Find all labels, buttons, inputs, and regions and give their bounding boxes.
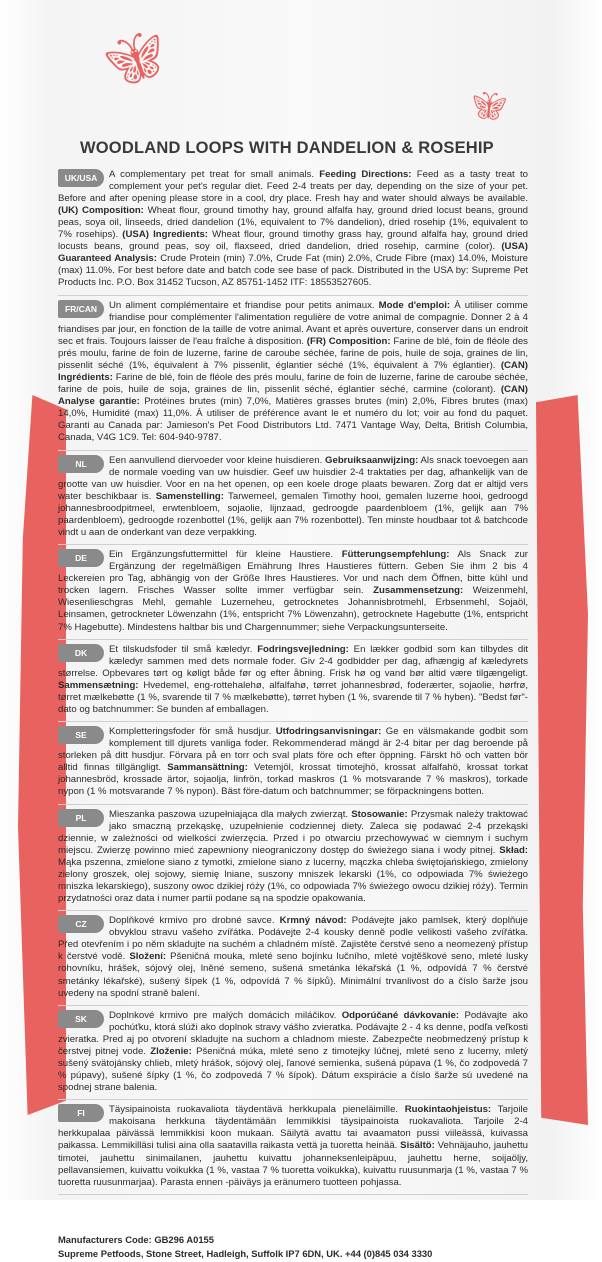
section-text: Un aliment complémentaire et friandise pour petits animaux. Mode d'emploi: À utiliser comme friandise pour complémenter l'alimentation regulière de votre animal de compagnie. Donner 2 à 4 friandises par jour, en fonction de la taille de votre animal. Avant et après ouverture, conserver dans un endroit sec et frais. Toujours laisser de l'eau fraîche à disposition. (FR) Composition: Farine de blé, foin de fléole des prés moulu, farine de foin de luzerne, farine de caroube séchée, farine de pois, huile de soja, graines de lin, pissenlit séché (1%, équivalent à 7% pissenlit, églantier séché (1%, équivalent à 7% églantier). (CAN) Ingrédients: Farine de blé, foin de fléole des prés moulu, farine de foin de luzerne, farine de caroube séchée, farine de pois, huile de soja, graines de lin, pissenlit séché, églantier séché, carmine (colorant). (CAN) Analyse garantie: Protéines brutes (min) 7,0%, Matières grasses brutes (min) 2,0%, Fibres brutes (max) 14,0%, Humidité (max) 11,0%. À utiliser de préférence avant le et numéro du lot; voir au fond du paquet. Garanti au Canada par: Jamieson's Pet Food Distributors Ltd. 7471 Vantage Way, Delta, British Columbia, Canada, V4G 1C9. Tel: 604-940-9787. bbox=[58, 299, 529, 444]
product-title: WOODLAND LOOPS WITH DANDELION & ROSEHIP bbox=[80, 139, 494, 157]
section-text: Et tilskudsfoder til små kæledyr. Fodringsvejledning: En lækker godbid som kan tilbydes dit kæledyr sammen med dets normale foder. Giv 2-4 godbidder per dag, afhængig af kæledyrets størrelse. Opbevares tørt og køligt både før og efter åbning. Frisk hø og vand bør altid være tilgængeligt. Sammensætning: Hvedemel, eng-rottehalehø, alfalfahø, tørret johannesbrød, foderærter, sojaolie, hørfrø, tørret mælkebøtte (1 %, svarende til 7 % mælkebøtte), tørret hyben (1 %, svarende til 7 % hyben). "Bedst før"-dato og batchnummer: Se bunden af emballagen. bbox=[58, 643, 528, 715]
language-badge: SE bbox=[58, 726, 104, 744]
section-text: Doplňkové krmivo pro drobné savce. Krmný návod: Podávejte jako pamlsek, který doplňuje obvyklou stravu vašeho zvířátka. Podávejte 2-4 kousky denně podle velikosti vašeho zvířátka. Před otevřením i po něm skladujte na suchém a chladném místě. Zajistěte čerstvé seno a neomezený přístup k čerstvé vodě. Složení: Pšeničná mouka, mleté seno bojínku lučního, mleté vojtěškové seno, mleté lusky rohovníku, hrášek, sójový olej, lněné semeno, sušená smetánka lékařská (1 %, odpovídá 7 % čerstvé smetánky lékařské), sušený šípek (1 %, odpovídá 7 % šípků). Minimální trvanlivost do a číslo šarže jsou uvedeny na spodní straně balení. bbox=[58, 915, 528, 999]
language-badge: UK/USA bbox=[58, 169, 104, 187]
language-badge: FR/CAN bbox=[58, 300, 104, 318]
language-section bbox=[58, 451, 528, 546]
language-badge: FI bbox=[58, 1104, 104, 1122]
decorative-stripe-right bbox=[536, 395, 588, 1125]
language-section bbox=[58, 640, 528, 722]
section-text: A complementary pet treat for small animals. Feeding Directions: Feed as a tasty treat to complement your pet's regular diet. Feed 2-4 treats per day, depending on the size of your pet. Before and after opening please store in a cool, dry place. Fresh hay and water should always be available. (UK) Composition: Wheat flour, ground timothy hay, ground alfalfa hay, ground dried locust beans, ground peas, soya oil, linseeds, dried dandelion (1%, equivalent to 7% dandelion), dried rosehip (1%, equivalent to 7% rosehips). (USA) Ingredients: Wheat flour, ground timothy grass hay, ground alfalfa hay, ground dried locusts beans, ground peas, soy oil, flaxseed, dried dandelion, dried rosehip, carmine (color). (USA) Guaranteed Analysis: Crude Protein (min) 7.0%, Crude Fat (min) 2.0%, Crude Fibre (max) 14.0%, Moisture (max) 11.0%. For best before date and batch code see base of pack. Distributed in the USA by: Supreme Pet Products Inc. P.O. Box 31452 Tucson, AZ 85751-1452 ITF: 18553527605. bbox=[58, 168, 529, 289]
section-text: Täysipainoista ruokavaliota täydentävä herkkupala pieneläimille. Ruokintaohjeistus: Tarjoile makoisana herkkuna täydentämään lemmikkisi täysipainoista ruokavaliota. Tarjoile 2-4 herkkupalaa päivässä lemmikkisi koon mukaan. Säilytä avattu tai avaamaton pussi viileässä, kuivassa paikassa. Lemmikilläsi tulisi aina olla saatavilla raikasta vettä ja tuoretta heinää. Sisältö: Vehnäjauho, jauhettu timotei, jauhettu sinimailanen, jauhettu kuivattu johanneksenleipäpuu, jauhettu herne, soijaöljy, pellavansiemen, kuivattu voikukka (1 %, vastaa 7 % tuoretta voikukka), kuivattu ruusunmarja (1 %, vastaa 7 % tuoretta ruusunmarjaa). Parasta ennen -päiväys ja eränumero tuotteen pohjassa. bbox=[58, 1104, 529, 1188]
manufacturer-address: Supreme Petfoods, Stone Street, Hadleigh, Suffolk IP7 6DN, UK. +44 (0)845 034 3330 bbox=[58, 1248, 433, 1260]
language-section bbox=[58, 545, 528, 640]
manufacturer-code: Manufacturers Code: GB296 A0155 bbox=[58, 1233, 214, 1245]
butterfly-icon: 🦋︎ bbox=[99, 28, 169, 91]
section-text: Mieszanka paszowa uzupełniająca dla małych zwierząt. Stosowanie: Przysmak należy traktować jako smaczną przekąskę, uzupełnienie codziennej diety. Zaleca się podawać 2-4 przekąski dziennie, w zależności od wielkości zwierzęcia. Przed i po otwarciu przechowywać w ciemnym i suchym miejscu. Zwierzę powinno mieć zapewniony nieograniczony dostęp do świeżego siana i wody pitnej. Skład: Mąka pszenna, zmielone siano z tymotki, zmielone siano z lucerny, mączka chleba świętojańskiego, zmielony zielony groszek, olej sojowy, siemię lniane, suszony mniszek lekarski (1%, co odpowiada 7% świeżego mniszka lekarskiego), suszony owoc dzikiej róży (1%, co odpowiada 7% świeżego owocu dzikiej róży). Termin przydatności oraz data i numer partii podane są na spodzie opakowania. bbox=[58, 808, 528, 905]
language-badge: CZ bbox=[58, 915, 104, 933]
section-text: Doplnkové krmivo pre malých domácich miláčikov. Odporúčané dávkovanie: Podávajte ako pochúťku, ktorá slúži ako doplnok stravy vášho zvieratka. Podávajte 2 - 4 ks denne, podľa veľkosti zvieratka. Pred aj po otvorení skladujte na suchom a chladnom mieste. Zabezpečte neobmedzený prístup k čerstvej pitnej vode. Zloženie: Pšeničná múka, mleté seno z timotejky lúčnej, mleté seno z lucerny, mletý sušený svätojánsky chlieb, mletý hrášok, sójový olej, ľanové semienka, sušená púpava (1 %, čo zodpovedá 7 % púpavy), sušené šípky (1 %, čo zodpovedá 7 % šípok). Dátum exspirácie a číslo šarže sú uvedené na spodnej strane balenia. bbox=[58, 1009, 528, 1094]
language-section bbox=[58, 1006, 528, 1101]
language-badge: DE bbox=[58, 549, 104, 567]
language-sections bbox=[58, 165, 528, 1195]
butterfly-icon: 🦋︎ bbox=[466, 85, 510, 126]
section-text: Een aanvullend diervoeder voor kleine huisdieren. Gebruiksaanwijzing: Als snack toevoegen aan de normale voeding van uw huisdier. Geef uw huisdier 2-4 traktaties per dag, afhankelijk van de grootte van uw huisdier. Voor en na het openen, op een koele droge plaats bewaren. Zorg dat er altijd vers water beschikbaar is. Samenstelling: Tarwemeel, gemalen Timothy hooi, gemalen luzerne hooi, gedroogd johannesbroodpitmeel, erwtenbloem, sojaolie, lijnzaad, gedroogde paardenbloem (1%, gelijk aan 7% paardenbloem), gedroogde rozenbottel (1%, gelijk aan 7% rozenbottel). Ten minste houdbaar tot & batchcode vindt u aan de onderkant van deze verpakking. bbox=[58, 454, 529, 538]
language-badge: NL bbox=[58, 455, 104, 473]
section-text: Ein Ergänzungsfuttermittel für kleine Haustiere. Fütterungsempfehlung: Als Snack zur Ergänzung der regelmäßigen Ernährung Ihres Haustieres füttern. Geben Sie ihm 2 bis 4 Leckereien pro Tag, abhängig von der Größe Ihres Haustieres. Vor und nach dem Öffnen, bitte kühl und trocken lagern. Frisches Wasser sollte immer verfügbar sein. Zusammensetzung: Weizenmehl, Wiesenlieschgras Mehl, gemahle Luzerneheu, getrocknetes Johannisbrotmehl, Erbsenmehl, Sojaöl, Leinsamen, getrockneter Löwenzahn (1%, entspricht 7% Löwenzahn), getrocknete Hagebutte (1%, entspricht 7% Hagebutte). Mindestens haltbar bis und Chargennummer; siehe Verpackungsunterseite. bbox=[58, 549, 528, 633]
language-section bbox=[58, 1100, 528, 1195]
language-section bbox=[58, 911, 528, 1006]
section-text: Kompletteringsfoder för små husdjur. Utfodringsanvisningar: Ge en välsmakande godbit som komplement till djurets vanliga foder. Rekommenderad mängd är 2-4 bitar per dag beroende på storleken på ditt husdjur. Förvara på en torr och sval plats före och efter öppning. Färskt hö och vatten bör alltid finnas tillgängligt. Sammansättning: Vetemjöl, krossat timotejhö, krossat alfalfahö, krossat torkat johannesbröd, krossade ärtor, sojaolja, linfrön, torkad maskros (1 % motsvarande 7 % maskros), torkade nypon (1 % motsvarande 7 % nypon). Bäst före-datum och batchnummer; se förpackningens botten. bbox=[58, 726, 528, 798]
label-footer bbox=[58, 1233, 528, 1262]
language-badge: PL bbox=[58, 809, 104, 827]
language-badge: DK bbox=[58, 644, 104, 662]
language-section bbox=[58, 805, 528, 912]
label-content bbox=[58, 138, 528, 1262]
language-section bbox=[58, 722, 528, 804]
language-section bbox=[58, 165, 528, 296]
language-badge: SK bbox=[58, 1010, 104, 1028]
language-section bbox=[58, 296, 528, 451]
